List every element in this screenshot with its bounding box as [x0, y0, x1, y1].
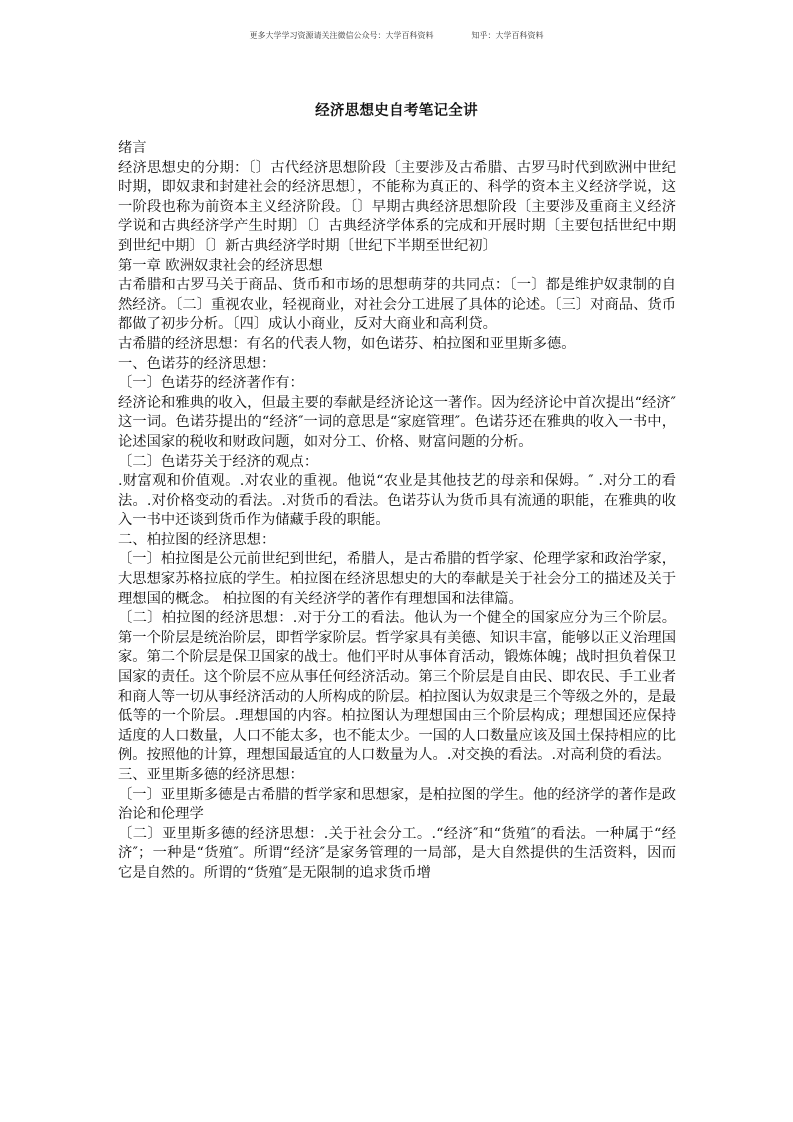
header-zhihu-note: 知乎：大学百科资料	[471, 31, 544, 40]
paragraph-greek-thought: 古希腊的经济思想：有名的代表人物，如色诺芬、柏拉图和亚里斯多德。	[118, 335, 576, 352]
page-header	[0, 30, 793, 41]
section-aristotle-heading: 三、亚里斯多德的经济思想：	[118, 767, 304, 783]
subsection-xenophon-views: 〔二〕色诺芬关于经济的观点：	[118, 453, 319, 470]
chapter-1-heading: 第一章 欧洲奴隶社会的经济思想	[118, 257, 323, 274]
document-body	[118, 139, 676, 884]
paragraph-common-points: 古希腊和古罗马关于商品、货币和市场的思想萌芽的共同点：〔一〕都是维护奴隶制的自然经济。〔二〕重视农业，轻视商业，对社会分工进展了具体的论述。〔三〕对商品、货币都做了初步分析。〔四〕成认小商业，反对大商业和高利贷。	[118, 277, 676, 333]
paragraph-xenophon-works: 经济论和雅典的收入，但最主要的奉献是经济论这一著作。因为经济论中首次提出“经济″这一词。色诺芬提出的“经济″一词的意思是“家庭管理″。色诺芬还在雅典的收入一书中，论述国家的税收和财政问题，如对分工、价格、财富问题的分析。	[118, 394, 676, 450]
paragraph-aristotle-intro: 〔一〕亚里斯多德是古希腊的哲学家和思想家，是柏拉图的学生。他的经济学的著作是政治论和伦理学	[118, 786, 676, 823]
section-plato-heading: 二、柏拉图的经济思想：	[118, 531, 276, 548]
header-wechat-note: 更多大学学习资源请关注微信公众号：大学百科资料	[249, 31, 434, 40]
paragraph-plato-intro: 〔一〕柏拉图是公元前世纪到世纪，希腊人，是古希腊的哲学家、伦理学家和政治学家，大思想家苏格拉底的学生。柏拉图在经济思想史的大的奉献是关于社会分工的描述及关于理想国的概念。 柏拉图的有关经济学的著作有理想国和法律篇。	[118, 551, 676, 607]
paragraph-xenophon-views: .财富观和价值观。.对农业的重视。他说“农业是其他技艺的母亲和保姆。″ .对分工的看法。.对价格变动的看法。.对货币的看法。色诺芬认为货币具有流通的职能，在雅典的收入一书中还谈到货币作为储藏手段的职能。	[118, 473, 676, 529]
heading-introduction: 绪言	[118, 140, 147, 156]
section-xenophon-heading: 一、色诺芬的经济思想：	[118, 355, 276, 372]
paragraph-plato-thought: 〔二〕柏拉图的经济思想：.对于分工的看法。他认为一个健全的国家应分为三个阶层。第一个阶层是统治阶层，即哲学家阶层。哲学家具有美德、知识丰富，能够以正义治理国家。第二个阶层是保卫国家的战士。他们平时从事体育活动，锻炼体魄；战时担负着保卫国家的责任。这个阶层不应从事任何经济活动。第三个阶层是自由民、即农民、手工业者和商人等一切从事经济活动的人所构成的阶层。柏拉图认为奴隶是三个等级之外的，是最低等的一个阶层。.理想国的内容。柏拉图认为理想国由三个阶层构成；理想国还应保持适度的人口数量，人口不能太多，也不能太少。一国的人口数量应该及国土保持相应的比例。按照他的计算，理想国最适宜的人口数量为人。.对交换的看法。.对高利贷的看法。	[118, 610, 676, 764]
subsection-xenophon-works: 〔一〕色诺芬的经济著作有：	[118, 375, 304, 392]
document-title: 经济思想史自考笔记全讲	[315, 102, 478, 119]
paragraph-periodization: 经济思想史的分期：〔〕古代经济思想阶段〔主要涉及古希腊、古罗马时代到欧洲中世纪时期，即奴隶和封建社会的经济思想〕，不能称为真正的、科学的资本主义经济学说，这一阶段也称为前资本主义经济阶段。〔〕早期古典经济思想阶段〔主要涉及重商主义经济学说和古典经济学产生时期〕〔〕古典经济学体系的完成和开展时期〔主要包括世纪中期到世纪中期〕〔〕新古典经济学时期〔世纪下半期至世纪初〕	[118, 159, 676, 254]
paragraph-aristotle-thought: 〔二〕亚里斯多德的经济思想：.关于社会分工。.“经济″和“货殖″的看法。一种属于“经济″；一种是“货殖″。所谓“经济″是家务管理的一局部，是大自然提供的生活资料，因而它是自然的。所谓的“货殖″是无限制的追求货币增	[118, 825, 676, 881]
